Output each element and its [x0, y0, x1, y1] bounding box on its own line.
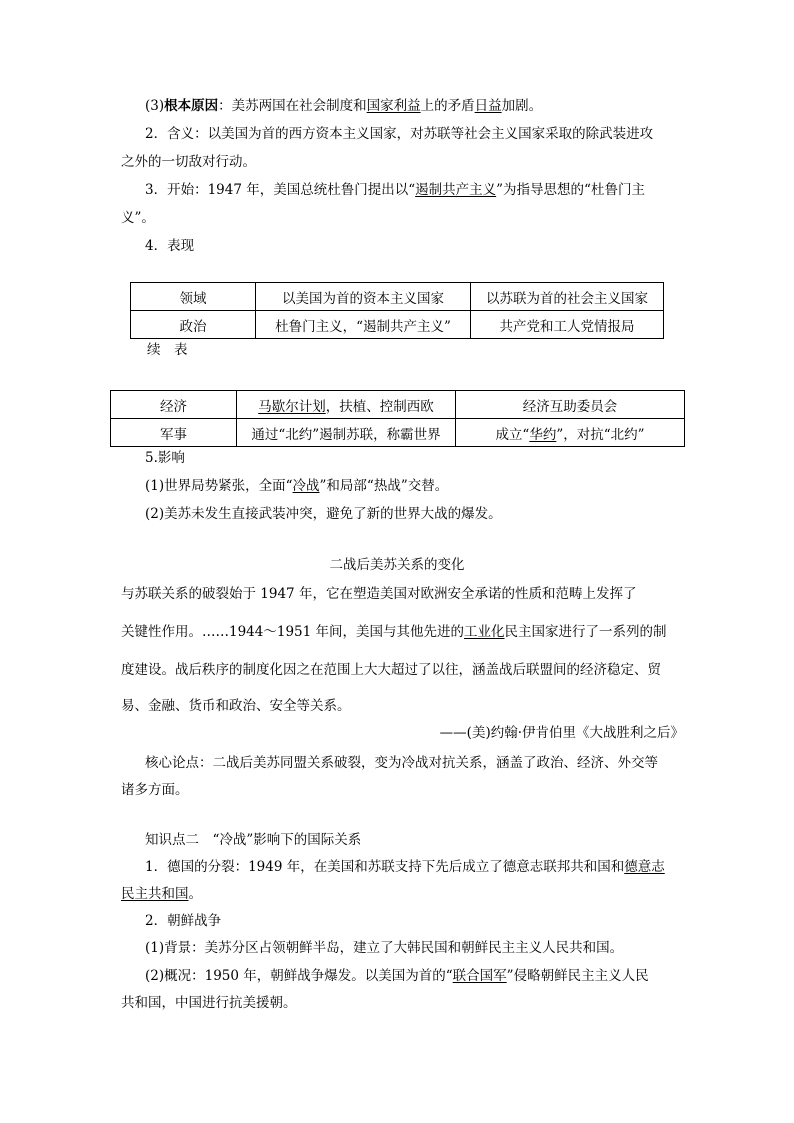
impact-item-2: (2)美苏未发生直接武装冲突，避免了新的世界大战的爆发。	[145, 506, 502, 522]
marshall-text: ，扶植、控制西欧	[325, 398, 434, 415]
meaning-line-2: 之外的一切敌对行动。	[121, 154, 256, 170]
reading-source: ——(美)约翰·伊肯伯里《大战胜利之后》	[439, 725, 684, 741]
korean-war-overview-2: 共和国，中国进行抗美援朝。	[121, 995, 297, 1011]
cause-line	[145, 96, 542, 116]
table-cell-economy: 经济	[111, 391, 237, 419]
warsaw-pre: 成立“	[495, 426, 530, 443]
manifestation-table	[130, 282, 664, 339]
table-cell-military-us: 通过“北约”遏制苏联，称霸世界	[237, 419, 456, 447]
table-row	[131, 311, 664, 339]
table-cell-economy-ussr: 经济互助委员会	[456, 391, 685, 419]
warsaw-pact: 华约	[529, 426, 557, 443]
table-row	[131, 283, 664, 311]
start-line-1	[145, 180, 645, 200]
cause-text-1: ：美苏两国在社会制度和	[218, 98, 367, 114]
reading-2-text-1: 关键性作用。……1944～1951 年间，美国与其他先进的	[121, 624, 465, 640]
table-cell-military: 军事	[111, 419, 237, 447]
table-row	[111, 419, 685, 447]
manifestation-label: 4．表现	[145, 238, 195, 254]
reading-line-2	[121, 622, 667, 642]
impact-1-text-2: ”和局部“热战”交替。	[319, 478, 449, 494]
impact-1-underline: 冷战	[292, 478, 320, 494]
cause-bold: 根本原因	[164, 98, 219, 114]
impact-label: 5.影响	[145, 450, 185, 466]
cause-text-2: 上的矛盾	[420, 98, 475, 114]
cause-num: (3)	[145, 98, 165, 114]
table-cell-military-ussr	[456, 419, 685, 447]
table-header-ussr: 以苏联为首的社会主义国家	[471, 283, 664, 311]
table-cell-economy-us	[237, 391, 456, 419]
overview-text-1: (2)概况：1950 年，朝鲜战争爆发。以美国为首的“	[145, 968, 453, 984]
start-underline: 遏制共产主义	[415, 182, 497, 198]
cause-underline-2: 日益	[474, 98, 502, 114]
cause-text-3: 加剧。	[501, 98, 543, 114]
knowledge-point-2-heading: 知识点二 “冷战”影响下的国际关系	[145, 832, 362, 848]
impact-1-text-1: (1)世界局势紧张，全面“	[145, 478, 293, 494]
germany-underline-1: 德意志	[624, 859, 665, 875]
meaning-line-1: 2．含义：以美国为首的西方资本主义国家，对苏联等社会主义国家采取的除武装进攻	[145, 126, 654, 142]
core-argument-line-1: 核心论点：二战后美苏同盟关系破裂，变为冷战对抗关系，涵盖了政治、经济、外交等	[145, 755, 658, 771]
table-row	[111, 391, 685, 419]
reading-title: 二战后美苏关系的变化	[329, 557, 465, 573]
reading-line-1: 与苏联关系的破裂始于 1947 年，它在塑造美国对欧洲安全承诺的性质和范畴上发挥了	[121, 586, 637, 602]
table-cell-politics-ussr: 共产党和工人党情报局	[471, 311, 664, 339]
germany-line-2	[121, 884, 202, 904]
korean-war-label: 2．朝鲜战争	[145, 913, 222, 929]
cause-underline-1: 国家利益	[366, 98, 421, 114]
core-argument-line-2: 诸多方面。	[121, 782, 189, 798]
table-header-field: 领域	[131, 283, 256, 311]
table-cell-politics: 政治	[131, 311, 256, 339]
start-text-1: 3．开始：1947 年，美国总统杜鲁门提出以“	[145, 182, 416, 198]
table-cell-politics-us: 杜鲁门主义，“遏制共产主义”	[256, 311, 471, 339]
table-header-us: 以美国为首的资本主义国家	[256, 283, 471, 311]
germany-end: 。	[188, 886, 202, 902]
overview-text-2: ”侵略朝鲜民主主义人民	[506, 968, 649, 984]
warsaw-post: ”，对抗“北约”	[556, 426, 645, 443]
reading-line-3: 度建设。战后秩序的制度化因之在范围上大大超过了以往，涵盖战后联盟间的经济稳定、贸	[121, 662, 661, 678]
start-line-2: 义”。	[121, 210, 155, 226]
reading-2-underline: 工业化	[464, 624, 505, 640]
impact-item-1	[145, 476, 448, 496]
germany-text: 1．德国的分裂：1949 年，在美国和苏联支持下先后成立了德意志联邦共和国和	[145, 859, 625, 875]
reading-2-text-2: 民主国家进行了一系列的制	[504, 624, 667, 640]
reading-line-4: 易、金融、货币和政治、安全等关系。	[121, 698, 351, 714]
continued-label: 续 表	[147, 342, 188, 358]
marshall-plan: 马歇尔计划	[258, 398, 326, 415]
germany-underline-2: 民主共和国	[121, 886, 189, 902]
start-text-2: ”为指导思想的“杜鲁门主	[496, 182, 645, 198]
manifestation-table-continued	[110, 390, 685, 447]
germany-line-1	[145, 857, 665, 877]
korean-war-background: (1)背景：美苏分区占领朝鲜半岛，建立了大韩民国和朝鲜民主主义人民共和国。	[145, 940, 624, 956]
overview-underline: 联合国军	[452, 968, 507, 984]
korean-war-overview-1	[145, 966, 649, 986]
